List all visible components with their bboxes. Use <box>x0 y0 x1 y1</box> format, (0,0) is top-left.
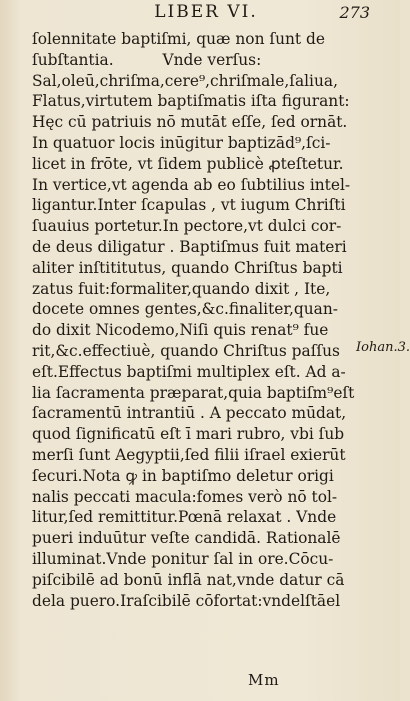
text-line: piſcibilē ad bonū inflā nat,vnde datur cā <box>32 570 345 589</box>
text-line: nalis peccati macula:fomes verò nō tol- <box>32 487 338 506</box>
page-number: 273 <box>339 3 370 22</box>
text-line: eſt.Effectus baptiſmi multiplex eſt. Ad a- <box>32 362 346 381</box>
text-line: ſecuri.Nota ꝙ in baptiſmo deletur origi <box>32 466 334 485</box>
text-line: aliter inſtititutus, quando Chriſtus bapti <box>32 258 343 277</box>
text-line: zatus fuit:formaliter,quando dixit , Ite, <box>32 279 331 298</box>
running-header <box>0 2 400 24</box>
text-line: ſuauius portetur.In pectore,vt dulci cor- <box>32 217 342 236</box>
text-line: dela puero.Iraſcibilē cōfortat:vndelſtāel <box>32 591 341 610</box>
margin-reference: Iohan.3. <box>356 340 410 355</box>
text-line: In vertice,vt agenda ab eo ſubtilius intel- <box>32 175 351 194</box>
text-line: ligantur.Inter ſcapulas , vt iugum Chriſti <box>32 196 346 215</box>
text-line: Flatus,virtutem baptiſmatis iſta figurant: <box>32 92 350 111</box>
text-line: illuminat.Vnde ponitur ſal in ore.Cōcu- <box>32 549 334 568</box>
text-line: ſubſtantia. Vnde verſus: <box>32 50 262 69</box>
text-line: rit,&c.effectiuè, quando Chriſtus paſſus <box>32 341 340 360</box>
text-line: ſacramentū intrantiū . A peccato mūdat, <box>32 404 347 423</box>
text-line: docete omnes gentes,&c.finaliter,quan- <box>32 300 338 319</box>
text-line: In quatuor locis inūgitur baptizād⁹,ſci- <box>32 133 331 152</box>
text-line: quod ſignificatū eſt ī mari rubro, vbi ſub <box>32 425 345 444</box>
signature-mark: Mm <box>248 671 280 689</box>
text-line: merſi ſunt Aegyptii,ſed filii iſrael exierūt <box>32 445 346 464</box>
main-text <box>32 29 354 611</box>
text-line: de deus diligatur . Baptiſmus fuit materi <box>32 237 347 256</box>
text-line: Hęc cū patriuis nō mutāt eſſe, ſed ornāt. <box>32 113 348 132</box>
text-line: ſolennitate baptiſmi, quæ non ſunt de <box>32 30 325 48</box>
text-line: litur,ſed remittitur.Pœnā relaxat . Vnde <box>32 508 337 527</box>
text-line: licet in frōte, vt ſidem publicè ꝓteſtetur. <box>32 154 344 173</box>
running-title: LIBER VI. <box>154 2 258 22</box>
text-line: lia ſacramenta præparat,quia baptiſm⁹eſt <box>32 383 355 402</box>
text-line: Sal,oleū,chriſma,cere⁹,chriſmale,ſaliua, <box>32 71 338 90</box>
text-line: do dixit Nicodemo,Niſi quis renat⁹ fue <box>32 321 329 340</box>
text-line: pueri induūtur veſte candidā. Rationalē <box>32 529 341 548</box>
